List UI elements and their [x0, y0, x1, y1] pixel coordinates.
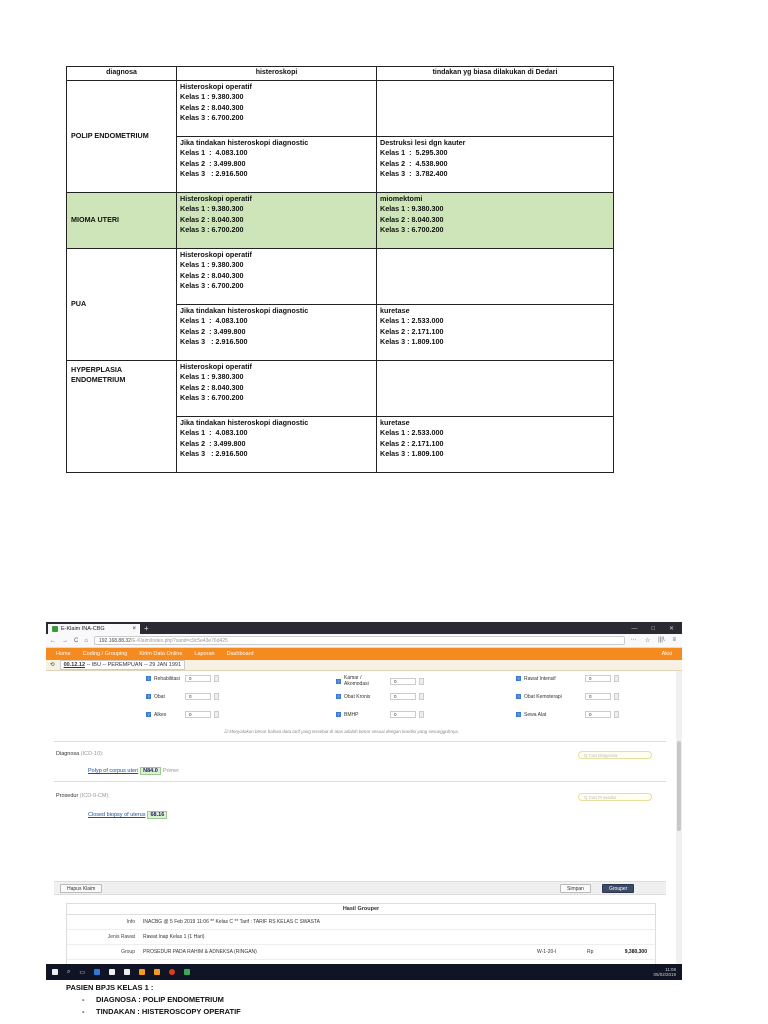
histeroskopi-line: Kelas 1 : 9.380.300: [180, 204, 244, 213]
table-body: [67, 80, 614, 472]
histeroskopi-cell: [177, 304, 377, 360]
tindakan-line: kuretase: [380, 305, 410, 315]
grouper-code: W-1-20-I: [537, 949, 557, 955]
tarif-label: Kamar / Akomodasi: [344, 675, 369, 687]
histeroskopi-line: Kelas 3 : 6.700.200: [180, 225, 244, 234]
help-icon[interactable]: ?: [147, 712, 150, 717]
histeroskopi-cell: [177, 360, 377, 416]
windows-taskbar: [46, 964, 682, 980]
caption-dash: -: [82, 1007, 85, 1016]
menu-item[interactable]: Dashboard: [226, 651, 254, 657]
histeroskopi-line: Kelas 2 : 3.499.800: [180, 326, 246, 336]
histeroskopi-line: Histeroskopi operatif: [180, 249, 252, 259]
table-header-row: [67, 67, 614, 81]
tarif-stepper[interactable]: [214, 711, 219, 718]
simpan-button[interactable]: Simpan: [560, 884, 591, 893]
app-icon[interactable]: [184, 969, 190, 975]
action-bar: [54, 881, 666, 895]
grouper-label: Jenis Rawat: [107, 934, 135, 940]
histeroskopi-cell: [177, 192, 377, 248]
histeroskopi-line: Jika tindakan histeroskopi diagnostic: [180, 305, 309, 315]
diagnosa-cell: PUA: [67, 248, 177, 360]
office-icon[interactable]: [154, 969, 160, 975]
menu-aksi[interactable]: Aksi: [661, 651, 672, 657]
histeroskopi-line: Kelas 1 : 4.083.100: [180, 148, 248, 157]
tindakan-line: Destruksi lesi dgn kauter: [380, 137, 466, 147]
tray-date: 05/02/2019: [653, 972, 676, 977]
histeroskopi-line: Kelas 2 : 3.499.800: [180, 158, 246, 168]
diagnosa-type: Primer: [162, 768, 180, 774]
tindakan-cell: [377, 192, 614, 248]
menu-dots-icon[interactable]: ···: [630, 637, 637, 643]
patient-info: -- IBU -- PEREMPUAN -- 29 JAN 1991: [86, 662, 181, 668]
tindakan-cell: [377, 80, 614, 136]
browser-nav-bar: [46, 634, 682, 648]
system-tray: [653, 967, 676, 977]
tindakan-line: Kelas 3 : 1.809.100: [380, 449, 444, 458]
help-icon[interactable]: ?: [147, 676, 150, 681]
hamburger-menu-icon[interactable]: ≡: [672, 637, 676, 643]
histeroskopi-line: Kelas 3 : 6.700.200: [180, 281, 244, 290]
tarif-field: [336, 711, 424, 718]
table-row: [67, 248, 614, 304]
tarif-field: [516, 693, 619, 700]
prosedur-code-system: (ICD-9-CM):: [79, 793, 110, 799]
tarif-label: Rawat Intensif: [524, 675, 556, 682]
histeroskopi-line: Kelas 3 : 6.700.200: [180, 113, 244, 122]
header-histeroskopi: histeroskopi: [177, 67, 377, 81]
prosedur-section-title: [56, 793, 110, 799]
tindakan-cell: [377, 136, 614, 192]
firefox-icon[interactable]: [139, 969, 145, 975]
prosedur-entry: [88, 811, 167, 819]
caption-item: [66, 994, 241, 1006]
histeroskopi-cell: [177, 416, 377, 472]
patient-bar: [46, 660, 682, 671]
refresh-icon[interactable]: ⟲: [50, 662, 55, 668]
address-bar[interactable]: [94, 636, 625, 645]
histeroskopi-line: Kelas 3 : 2.916.500: [180, 169, 248, 178]
grouper-row: [67, 945, 655, 960]
windows-start-icon[interactable]: [52, 969, 58, 975]
table-row: [67, 80, 614, 136]
patient-card: [60, 660, 185, 670]
url-host: 192.168.88.32: [98, 637, 131, 644]
histeroskopi-line: Jika tindakan histeroskopi diagnostic: [180, 417, 309, 427]
grouper-amount: 9,380,300: [624, 949, 647, 955]
histeroskopi-line: Kelas 2 : 8.040.300: [180, 102, 244, 112]
browser-tab-bar: [46, 622, 682, 634]
bookmark-star-icon[interactable]: ☆: [644, 638, 651, 644]
section-divider: [54, 781, 666, 782]
tindakan-line: Kelas 1 : 2.533.000: [380, 316, 444, 325]
url-path: /E-Klaim/index.php?sand=c9c5e43e76d425: [130, 637, 228, 644]
tarif-stepper[interactable]: [419, 711, 424, 718]
histeroskopi-line: Kelas 1 : 4.083.100: [180, 316, 248, 325]
tindakan-line: Kelas 1 : 5.295.300: [380, 148, 448, 157]
browser-tab[interactable]: [48, 624, 140, 634]
grouper-row: [67, 930, 655, 945]
section-divider: [54, 741, 666, 742]
tarif-comparison-table: [66, 66, 614, 473]
patient-id[interactable]: 00.12.12: [63, 662, 86, 668]
tarif-input[interactable]: 0: [390, 678, 416, 685]
histeroskopi-line: Kelas 2 : 8.040.300: [180, 382, 244, 392]
tarif-label: Obat Kronis: [344, 693, 371, 700]
tindakan-cell: [377, 304, 614, 360]
tarif-input[interactable]: 0: [185, 711, 211, 718]
diagnosa-search-input[interactable]: Q Cari Diagnosa: [578, 751, 652, 759]
histeroskopi-line: Kelas 1 : 9.380.300: [180, 92, 244, 101]
tindakan-cell: [377, 360, 614, 416]
tab-title: E-Klaim INA-CBG: [61, 626, 105, 632]
diagnosa-item-link[interactable]: Polyp of corpus uteri: [88, 768, 139, 774]
app-menu-bar: [46, 648, 682, 660]
tindakan-line: Kelas 3 : 3.782.400: [380, 169, 448, 178]
forward-icon[interactable]: →: [62, 637, 68, 644]
library-icon[interactable]: |||\: [658, 637, 665, 643]
grouper-label: Group: [121, 949, 135, 955]
histeroskopi-line: Kelas 1 : 9.380.300: [180, 260, 244, 269]
table-row: [67, 192, 614, 248]
tarif-input[interactable]: 0: [585, 693, 611, 700]
histeroskopi-line: Histeroskopi operatif: [180, 81, 252, 91]
scrollbar[interactable]: [676, 671, 682, 971]
histeroskopi-cell: [177, 136, 377, 192]
histeroskopi-line: Kelas 3 : 2.916.500: [180, 449, 248, 458]
tarif-stepper[interactable]: [614, 693, 619, 700]
tarif-label: BMHP: [344, 711, 359, 718]
header-diagnosa: diagnosa: [67, 67, 177, 81]
tarif-input[interactable]: 0: [390, 711, 416, 718]
tindakan-line: Kelas 2 : 8.040.300: [380, 214, 444, 224]
diagnosa-code-badge: N84.0: [140, 767, 161, 775]
grouper-title: Hasil Grouper: [67, 904, 655, 915]
tarif-confirmation[interactable]: ☑ Menyatakan benar bahwa data tarif yang tersebut di atas adalah benar sesuai dengan kondisi yang sesungguhnya.: [224, 729, 459, 734]
help-icon[interactable]: ?: [337, 712, 340, 717]
claim-form: [46, 671, 682, 971]
caption-item: [66, 1006, 241, 1018]
tray-time: 11:08: [665, 967, 676, 972]
tarif-input[interactable]: 0: [390, 693, 416, 700]
histeroskopi-line: Kelas 1 : 9.380.300: [180, 372, 244, 381]
new-tab-button[interactable]: +: [144, 624, 149, 633]
tarif-field: [146, 693, 219, 700]
tindakan-line: Kelas 1 : 9.380.300: [380, 204, 444, 213]
tab-close-icon[interactable]: ×: [132, 626, 136, 632]
tarif-input[interactable]: 0: [585, 675, 611, 682]
tarif-label: Alkes: [154, 711, 167, 718]
maximize-icon[interactable]: □: [651, 626, 655, 632]
tarif-field: [516, 675, 619, 682]
tarif-stepper[interactable]: [214, 693, 219, 700]
histeroskopi-line: Kelas 2 : 8.040.300: [180, 270, 244, 280]
back-icon[interactable]: ←: [50, 637, 56, 644]
help-icon[interactable]: ?: [517, 712, 520, 717]
tarif-stepper[interactable]: [419, 678, 424, 685]
tarif-stepper[interactable]: [614, 711, 619, 718]
histeroskopi-cell: [177, 248, 377, 304]
tindakan-line: Kelas 3 : 6.700.200: [380, 225, 444, 234]
help-icon[interactable]: ?: [337, 694, 340, 699]
histeroskopi-line: Histeroskopi operatif: [180, 361, 252, 371]
patient-caption: [66, 982, 241, 1018]
eklaim-screenshot: [46, 622, 682, 980]
tindakan-cell: [377, 416, 614, 472]
histeroskopi-line: Histeroskopi operatif: [180, 193, 252, 203]
edge-icon[interactable]: [94, 969, 100, 975]
tindakan-line: Kelas 2 : 4.538.900: [380, 158, 448, 168]
prosedur-label: Prosedur: [56, 793, 79, 799]
histeroskopi-line: Kelas 2 : 3.499.800: [180, 438, 246, 448]
tarif-stepper[interactable]: [614, 675, 619, 682]
tarif-label: Obat: [154, 693, 165, 700]
help-icon[interactable]: ?: [517, 694, 520, 699]
tarif-label: Obat Kemoterapi: [524, 693, 562, 700]
file-explorer-icon[interactable]: [109, 969, 115, 975]
tarif-label: Sewa Alat: [524, 711, 547, 718]
tarif-input[interactable]: 0: [185, 693, 211, 700]
grouper-value: INACBG @ 5 Feb 2019 11:06 ** Kelas C ** Tarif : TARIF RS KELAS C SWASTA: [143, 919, 320, 925]
tarif-field: [336, 693, 424, 700]
home-icon[interactable]: ⌂: [84, 637, 88, 644]
tindakan-line: Kelas 2 : 2.171.100: [380, 326, 444, 336]
tindakan-line: Kelas 2 : 2.171.100: [380, 438, 444, 448]
histeroskopi-line: Jika tindakan histeroskopi diagnostic: [180, 137, 309, 147]
task-view-icon[interactable]: ▭: [79, 969, 86, 976]
tarif-field: [146, 711, 219, 718]
histeroskopi-line: Kelas 2 : 8.040.300: [180, 214, 244, 224]
tindakan-line: kuretase: [380, 417, 410, 427]
caption-diagnosa: DIAGNOSA : POLIP ENDOMETRIUM: [96, 995, 224, 1004]
scrollbar-thumb[interactable]: [677, 741, 681, 831]
diagnosa-section-title: [56, 751, 103, 757]
menu-item[interactable]: Home: [56, 651, 71, 657]
grouper-currency: Rp: [587, 949, 594, 955]
diagnosa-cell: HYPERPLASIA ENDOMETRIUM: [67, 360, 177, 472]
tarif-input[interactable]: 0: [185, 675, 211, 682]
tarif-field: [516, 711, 619, 718]
caption-title: PASIEN BPJS KELAS 1 :: [66, 983, 154, 992]
reload-icon[interactable]: C: [74, 637, 79, 644]
prosedur-item-link[interactable]: Closed biopsy of uterus: [88, 812, 146, 818]
tindakan-line: Kelas 3 : 1.809.100: [380, 337, 444, 346]
grouper-row: [67, 915, 655, 930]
histeroskopi-line: Kelas 3 : 2.916.500: [180, 337, 248, 346]
menu-item[interactable]: Kirim Data Online: [139, 651, 183, 657]
prosedur-code-badge: 68.16: [147, 811, 167, 819]
help-icon[interactable]: ?: [147, 694, 150, 699]
grouper-value: Rawat Inap Kelas 1 (1 Hari): [143, 934, 205, 940]
tarif-stepper[interactable]: [214, 675, 219, 682]
menu-item[interactable]: Laporan: [194, 651, 215, 657]
store-icon[interactable]: [124, 969, 130, 975]
tarif-stepper[interactable]: [419, 693, 424, 700]
table-row: [67, 360, 614, 416]
tarif-field: [146, 675, 219, 682]
browser-toolbar-right: [631, 637, 678, 644]
minimize-icon[interactable]: —: [631, 626, 638, 632]
diagnosa-label: Diagnosa: [56, 751, 80, 757]
diagnosa-entry: [88, 767, 179, 775]
opera-icon[interactable]: [169, 969, 175, 975]
diagnosa-code-system: (ICD-10):: [80, 751, 104, 757]
caption-dash: -: [82, 995, 85, 1004]
grouper-value: PROSEDUR PADA RAHIM & ADNEKSA (RINGAN): [143, 949, 257, 955]
tarif-label: Rehabilitasi: [154, 675, 180, 682]
caption-tindakan: TINDAKAN : HISTEROSCOPY OPERATIF: [96, 1007, 241, 1016]
grouper-button[interactable]: Grouper: [602, 884, 634, 893]
close-window-icon[interactable]: ✕: [668, 626, 674, 632]
tindakan-line: Kelas 1 : 2.533.000: [380, 428, 444, 437]
search-icon[interactable]: ⌕: [67, 968, 71, 975]
tarif-input[interactable]: 0: [585, 711, 611, 718]
eklaim-favicon-icon: [52, 626, 58, 632]
window-controls: [631, 624, 682, 634]
help-icon[interactable]: ?: [517, 676, 520, 681]
diagnosa-cell: MIOMA UTERI: [67, 192, 177, 248]
histeroskopi-line: Kelas 1 : 4.083.100: [180, 428, 248, 437]
tindakan-cell: [377, 248, 614, 304]
diagnosa-cell: POLIP ENDOMETRIUM: [67, 80, 177, 192]
grouper-label: Info: [126, 919, 135, 925]
help-icon[interactable]: ?: [337, 678, 340, 684]
header-tindakan: tindakan yg biasa dilakukan di Dedari: [377, 67, 614, 81]
histeroskopi-line: Kelas 3 : 6.700.200: [180, 393, 244, 402]
tindakan-line: miomektomi: [380, 193, 423, 203]
histeroskopi-cell: [177, 80, 377, 136]
hapus-klaim-button[interactable]: Hapus Klaim: [60, 884, 102, 893]
menu-item[interactable]: Coding / Grouping: [82, 651, 128, 657]
prosedur-search-input[interactable]: Q Cari Prosedur: [578, 793, 652, 801]
tarif-field: [336, 675, 424, 687]
